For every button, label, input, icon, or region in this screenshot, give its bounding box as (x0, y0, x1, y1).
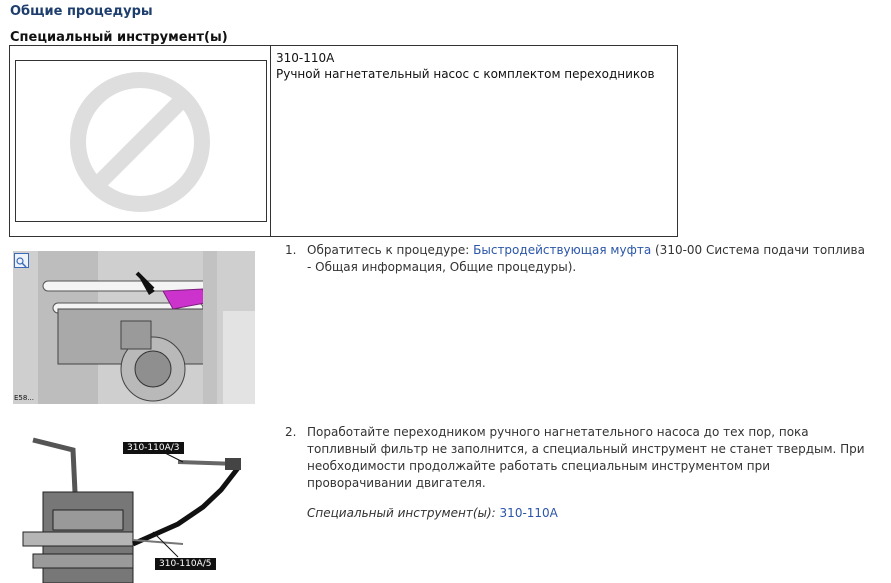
callout-310-110a-3: 310-110A/3 (123, 442, 184, 454)
special-tools-heading: Специальный инструмент(ы) (10, 30, 228, 45)
step-1-illustration[interactable] (13, 251, 255, 404)
zoom-icon[interactable] (14, 253, 29, 268)
tool-310-110a-link[interactable]: 310-110A (499, 506, 558, 520)
tool-code: 310-110A (276, 51, 335, 65)
tool-description: Ручной нагнетательный насос с комплектом переходников (276, 67, 655, 81)
callout-310-110a-5: 310-110A/5 (155, 558, 216, 570)
tool-info (276, 50, 655, 82)
step-text: Обратитесь к процедуре: (307, 243, 474, 257)
tool-image-frame (15, 60, 267, 222)
tool-image-cell (10, 46, 271, 236)
step-2 (285, 424, 867, 492)
step-2-illustration[interactable] (13, 432, 253, 583)
step-text-cont: (310-00 Система подачи топлива - Общая информация, Общие процедуры). (307, 243, 865, 274)
step-number: 2. (285, 425, 297, 439)
fuel-line-diagram-icon (13, 251, 255, 404)
hand-pump-diagram-icon (13, 432, 253, 583)
step-text: Поработайте переходником ручного нагнетательного насоса до тех пор, пока топливный фильтр не заполнится, а специальный инструмент не станет твердым. При необходимости продолжайте работать специальным инструментом при проворачивании двигателя. (307, 425, 865, 490)
page-title: Общие процедуры (10, 4, 153, 19)
step-1 (285, 242, 867, 276)
no-image-icon (16, 61, 266, 221)
step-number: 1. (285, 243, 297, 257)
image-id-label: E58... (14, 394, 35, 402)
quick-connect-link[interactable]: Быстродействующая муфта (473, 243, 652, 257)
step-2-tools (307, 505, 867, 522)
special-tools-table (9, 45, 678, 237)
tools-label: Специальный инструмент(ы): (307, 506, 496, 520)
